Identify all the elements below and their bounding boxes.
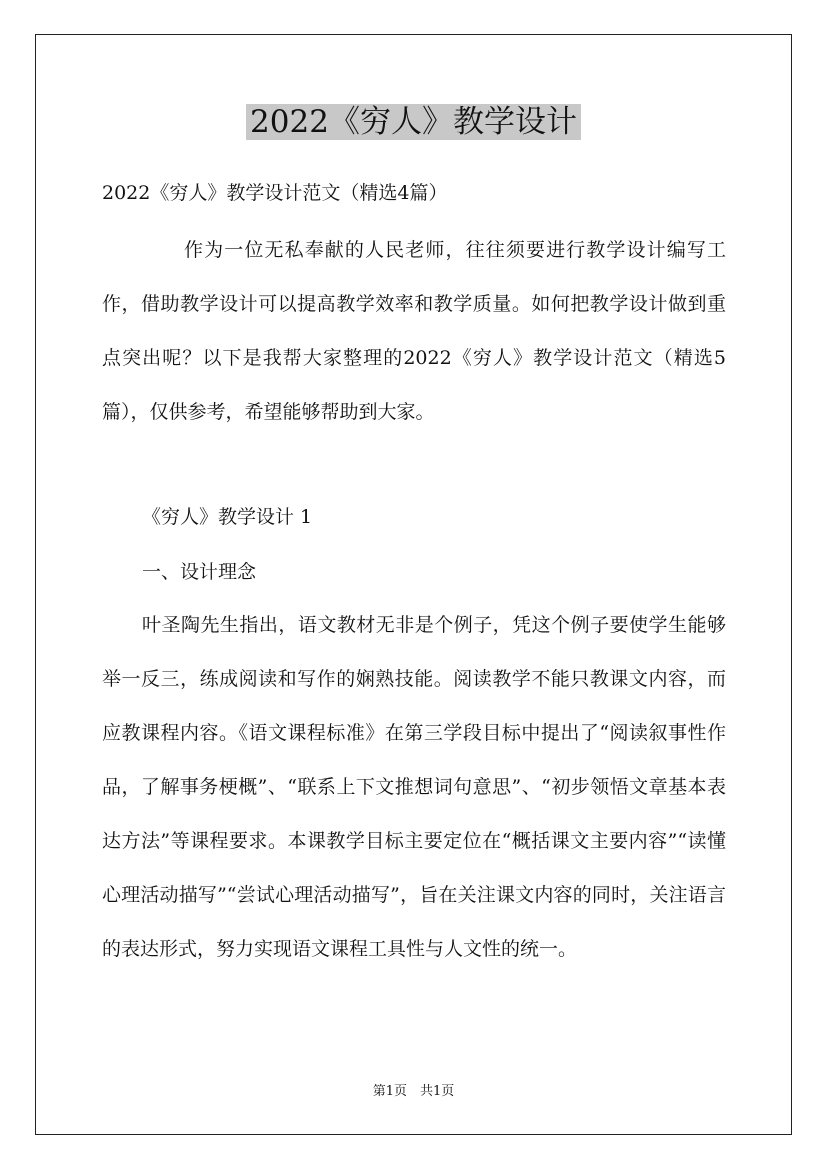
section-heading: 一、设计理念 bbox=[142, 561, 257, 583]
section-title: 《穷人》教学设计 1 bbox=[142, 506, 313, 528]
intro-paragraph: 作为一位无私奉献的人民老师，往往须要进行教学设计编写工作，借助教学设计可以提高教学效率和教学质量。如何把教学设计做到重点突出呢？以下是我帮大家整理的2022《穷人》教学设计范文（精选5篇），仅供参考，希望能够帮助到大家。 bbox=[102, 239, 726, 423]
body-paragraph: 叶圣陶先生指出，语文教材无非是个例子，凭这个例子要使学生能够举一反三，练成阅读和写作的娴熟技能。阅读教学不能只教课文内容，而应教课程内容。《语文课程标准》在第三学段目标中提出了“阅读叙事性作品，了解事务梗概”、“联系上下文推想词句意思”、“初步领悟文章基本表达方法”等课程要求。本课教学目标主要定位在“概括课文主要内容”“读懂心理活动描写”“尝试心理活动描写”，旨在关注课文内容的同时，关注语言的表达形式，努力实现语文课程工具性与人文性的统一。 bbox=[102, 614, 726, 960]
document-subtitle: 2022《穷人》教学设计范文（精选4篇） bbox=[102, 182, 448, 204]
document-title bbox=[0, 100, 827, 144]
page-footer: 第1页 共1页 bbox=[372, 1084, 455, 1099]
document-title-text: 2022《穷人》教学设计 bbox=[246, 104, 581, 140]
